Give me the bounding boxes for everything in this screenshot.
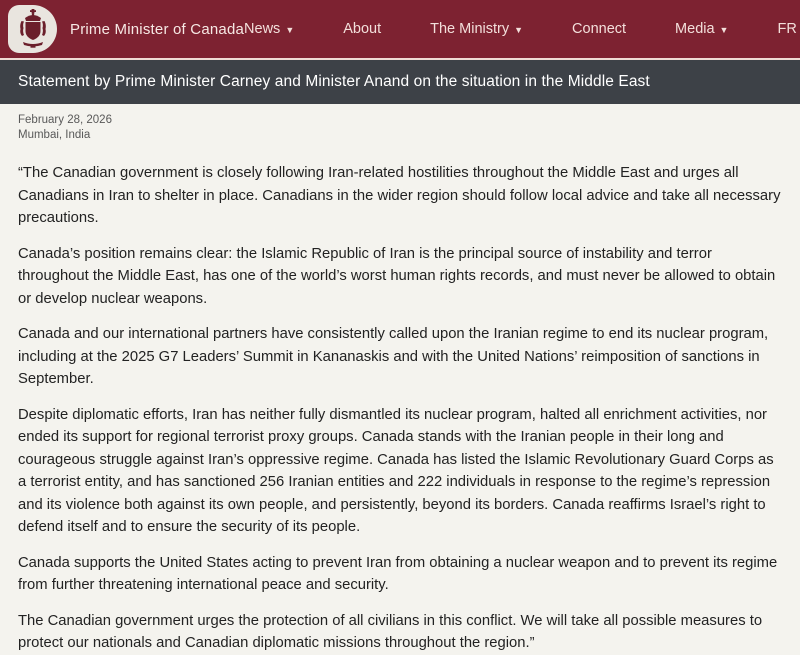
article-location: Mumbai, India: [18, 129, 91, 141]
chevron-down-icon: ▼: [285, 24, 295, 35]
nav-item[interactable]: [572, 21, 626, 37]
site-header: [0, 0, 800, 60]
home-logo-link[interactable]: [8, 5, 57, 53]
nav-item[interactable]: [343, 21, 381, 37]
nav-item-label: News: [244, 21, 281, 37]
article-date: February 28, 2026: [18, 114, 112, 126]
nav-item[interactable]: [244, 21, 294, 37]
statement-paragraph: The Canadian government urges the protection of all civilians in this conflict. We will take all possible measures to protect our nationals and Canadian diplomatic missions throughout the region.”: [18, 612, 763, 651]
page-title: Statement by Prime Minister Carney and Minister Anand on the situation in the Middle East: [18, 73, 650, 90]
nav-item-label: Connect: [572, 21, 627, 37]
chevron-down-icon: ▼: [514, 24, 524, 35]
nav-item[interactable]: [675, 21, 728, 37]
statement-paragraph: Canada and our international partners have consistently called upon the Iranian regime to end its nuclear program, including at the 2025 G7 Leaders’ Summit in Kananaskis and with the United Nations’ reimposition of sanctions in September.: [18, 326, 769, 387]
nav-item[interactable]: [777, 21, 796, 37]
statement-paragraph: Despite diplomatic efforts, Iran has neither fully dismantled its nuclear program, halted all enrichment activities, nor ended its support for regional terrorist proxy groups. Canada stands with the Iranian people in their long and courageous struggle against Iran’s oppressive regime. Canada has listed the Islamic Revolutionary Guard Corps as a terrorist entity, and has sanctioned 256 Iranian entities and 222 individuals in response to the regime’s repression and its violence both against its own people, and persistently, beyond its borders. Canada reaffirms Israel’s right to defend itself and to ensure the security of its people.: [18, 406, 774, 535]
brand-title[interactable]: Prime Minister of Canada: [70, 20, 245, 38]
nav-item[interactable]: [430, 21, 523, 37]
nav-item-label: About: [343, 21, 382, 37]
article-body: [18, 162, 782, 655]
statement-paragraph: Canada supports the United States acting to prevent Iran from obtaining a nuclear weapon and to prevent its regime from further threatening international peace and security.: [18, 554, 778, 593]
chevron-down-icon: ▼: [719, 24, 729, 35]
nav-item-label: Media: [675, 21, 715, 37]
dateline: [18, 113, 782, 143]
canada-coat-of-arms-icon: [18, 9, 48, 49]
nav-item-label: FR: [777, 21, 797, 37]
article: [0, 104, 800, 655]
statement-paragraph: “The Canadian government is closely following Iran-related hostilities throughout the Middle East and urges all Canadians in Iran to shelter in place. Canadians in the wider region should follow local advice and take all necessary precautions.: [18, 165, 781, 226]
nav-item-label: The Ministry: [430, 21, 510, 37]
statement-paragraph: Canada’s position remains clear: the Islamic Republic of Iran is the principal source of instability and terror throughout the Middle East, has one of the world’s worst human rights records, and must never be allowed to obtain or develop nuclear weapons.: [18, 245, 776, 307]
title-band: [0, 60, 800, 104]
main-nav: [244, 21, 800, 37]
